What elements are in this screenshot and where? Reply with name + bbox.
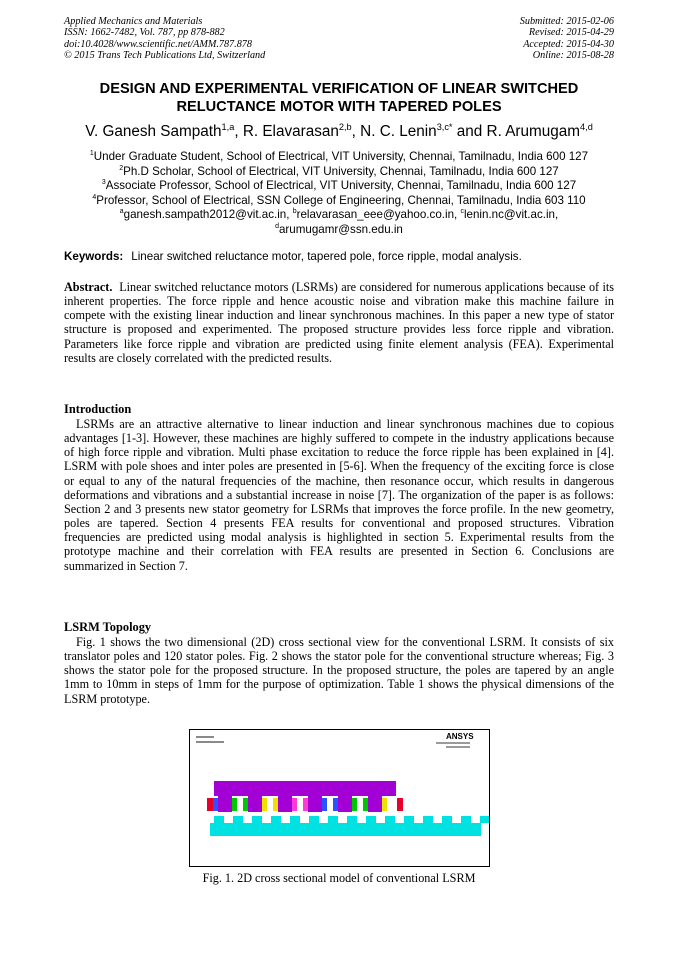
submitted-date: Submitted: 2015-02-06 [519, 16, 614, 27]
journal-header-left [64, 16, 265, 61]
author-sup: 3,c* [436, 121, 453, 132]
affiliation-4 [20, 194, 658, 209]
title-line-2: RELUCTANCE MOTOR WITH TAPERED POLES [176, 99, 502, 115]
coil [363, 798, 368, 811]
affiliation-text: Ph.D Scholar, School of Electrical, VIT University, Chennai, Tamilnadu, India 600 127 [123, 164, 559, 178]
stator [210, 816, 489, 836]
affiliation-block [20, 150, 658, 238]
issn-line: ISSN: 1662-7482, Vol. 787, pp 878-882 [64, 27, 225, 39]
coil [262, 798, 267, 811]
affiliation-2 [20, 165, 658, 180]
translator-pole [248, 796, 262, 812]
ansys-logo-text: ANSYS [446, 732, 474, 741]
stator-tooth [461, 816, 471, 823]
stator-tooth [442, 816, 452, 823]
coil [273, 798, 278, 811]
keywords-label: Keywords: [64, 250, 124, 263]
coil [333, 798, 338, 811]
revised-date: Revised: 2015-04-29 [528, 27, 614, 39]
coil [382, 798, 387, 811]
figure-1 [189, 729, 490, 867]
title-line-1: DESIGN AND EXPERIMENTAL VERIFICATION OF LINEAR SWITCHED [99, 81, 579, 97]
keywords-text: Linear switched reluctance motor, tapered pole, force ripple, modal analysis. [131, 250, 522, 263]
translator-pole [368, 796, 382, 812]
author-sup: 1,a [221, 121, 235, 132]
coil [322, 798, 327, 811]
section-heading-topology: LSRM Topology [64, 620, 152, 634]
author-separator: and [452, 123, 487, 140]
email-b[interactable]: relavarasan_eee@yahoo.co.in, [296, 208, 461, 222]
affiliation-text: Associate Professor, School of Electrical, VIT University, Chennai, Tamilnadu, India 600 127 [105, 179, 577, 193]
introduction-paragraph: LSRMs are an attractive alternative to linear induction and linear synchronous machines due to copious advantages [1-3]. However, these machines are highly suffered to compete in the industry applications because of high force ripple and vibration. Multi phase excitation to reduce the force ripple has been explained in [4]. LSRM with pole shoes and inter poles are presented in [5-6]. When the frequency of the exciting force is close or equal to any of the natural frequencies of the machine, then resonance occur, which results in dangerous deformations and vibrations and a substantial increase in noise [7]. The organization of the paper is as follows: Section 2 and 3 presents new stator geometry for LSRMs that improves the force profile. In the new geometry, poles are tapered. Section 4 presents FEA results for conventional and proposed structures. Vibration frequencies are predicted using modal analysis is highlighted in section 5. Experimental results from the prototype machine and their correlation with FEA results are presented in Section 6. Conclusions are summarized in Section 7. [64, 417, 614, 573]
translator-pole [278, 796, 292, 812]
affiliation-text: Professor, School of Electrical, SSN College of Engineering, Chennai, Tamilnadu, India 603 110 [96, 193, 586, 207]
affiliation-text: Under Graduate Student, School of Electrical, VIT University, Chennai, Tamilnadu, India 600 127 [93, 150, 589, 163]
stator-tooth [366, 816, 376, 823]
affiliation-sup: 2 [119, 164, 124, 172]
abstract [64, 280, 614, 365]
email-line-1 [20, 208, 658, 223]
copyright-line: © 2015 Trans Tech Publications Ltd, Switzerland [64, 49, 266, 61]
author-separator: , [351, 123, 361, 140]
journal-name: Applied Mechanics and Materials [64, 16, 203, 27]
stator-tooth [328, 816, 338, 823]
accepted-date: Accepted: 2015-04-30 [523, 38, 614, 50]
email-c[interactable]: lenin.nc@vit.ac.in, [463, 208, 559, 222]
paper-title [30, 80, 648, 116]
ansys-annotation-text [196, 736, 470, 748]
coil [303, 798, 308, 811]
lsrm-cross-section-image [190, 730, 489, 866]
author-name: N. C. Lenin [360, 123, 437, 140]
abstract-label: Abstract. [64, 280, 113, 294]
coil [292, 798, 297, 811]
author-sup: 4,d [580, 121, 593, 132]
author-list [20, 122, 658, 142]
email-line-2 [20, 223, 658, 238]
translator-pole [308, 796, 322, 812]
coil [243, 798, 248, 811]
abstract-text: Linear switched reluctance motors (LSRMs) are considered for numerous applications because of its inherent properties. The force ripple and hence acoustic noise and vibration make this machine failure in compete with the existing linear induction and linear synchronous machines. In this paper a new type of stator structure is proposed and experimented. The proposed structure provides less force ripple and vibration. Parameters like force ripple and vibration are predicted using finite element analysis (FEA). Experimental results are closely correlated with the predicted results. [64, 280, 614, 365]
doi-line: doi:10.4028/www.scientific.net/AMM.787.878 [64, 38, 252, 50]
stator-tooth [309, 816, 319, 823]
affiliation-sup: 4 [92, 193, 97, 201]
stator-tooth [480, 816, 489, 823]
stator-tooth [347, 816, 357, 823]
online-date: Online: 2015-08-28 [532, 49, 614, 61]
affiliation-sup: 3 [101, 179, 106, 187]
section-heading-introduction: Introduction [64, 402, 132, 416]
stator-teeth [214, 816, 489, 823]
ansys-logo [446, 732, 474, 741]
author-name: V. Ganesh Sampath [85, 123, 222, 140]
affiliation-3 [20, 179, 658, 194]
coil [207, 798, 213, 811]
stator-tooth [404, 816, 414, 823]
email-sup: b [292, 208, 297, 216]
stator-tooth [252, 816, 262, 823]
author-name: R. Arumugam [486, 123, 581, 140]
topology-paragraph: Fig. 1 shows the two dimensional (2D) cross sectional view for the conventional LSRM. It consists of six translator poles and 120 stator poles. Fig. 2 shows the stator pole for the conventional structure whereas; Fig. 3 shows the stator pole for the proposed structure. In the proposed structure, the poles are tapered by an angle 1mm to 10mm in steps of 1mm for the purpose of optimization. Table 1 shows the physical dimensions of the LSRM prototype. [64, 635, 614, 706]
author-separator: , [234, 123, 243, 140]
stator-tooth [233, 816, 243, 823]
stator-tooth [271, 816, 281, 823]
email-d[interactable]: arumugamr@ssn.edu.in [278, 222, 403, 236]
email-sup: d [275, 223, 279, 231]
stator-tooth [385, 816, 395, 823]
coil [213, 798, 218, 811]
author-sup: 2,b [338, 121, 352, 132]
journal-header-right [520, 16, 614, 61]
coil [232, 798, 237, 811]
stator-tooth [290, 816, 300, 823]
affiliation-1 [20, 150, 658, 165]
coil [397, 798, 403, 811]
email-sup: a [119, 208, 124, 216]
stator-tooth [423, 816, 433, 823]
keywords [64, 250, 624, 264]
stator-tooth [214, 816, 224, 823]
translator-pole [218, 796, 232, 812]
affiliation-sup: 1 [89, 150, 94, 158]
email-sup: c [460, 208, 464, 216]
figure-1-caption: Fig. 1. 2D cross sectional model of conventional LSRM [202, 871, 476, 885]
translator-pole [338, 796, 352, 812]
author-name: R. Elavarasan [242, 123, 339, 140]
translator-poles [218, 796, 382, 812]
email-a[interactable]: ganesh.sampath2012@vit.ac.in, [123, 208, 293, 222]
coil [352, 798, 357, 811]
